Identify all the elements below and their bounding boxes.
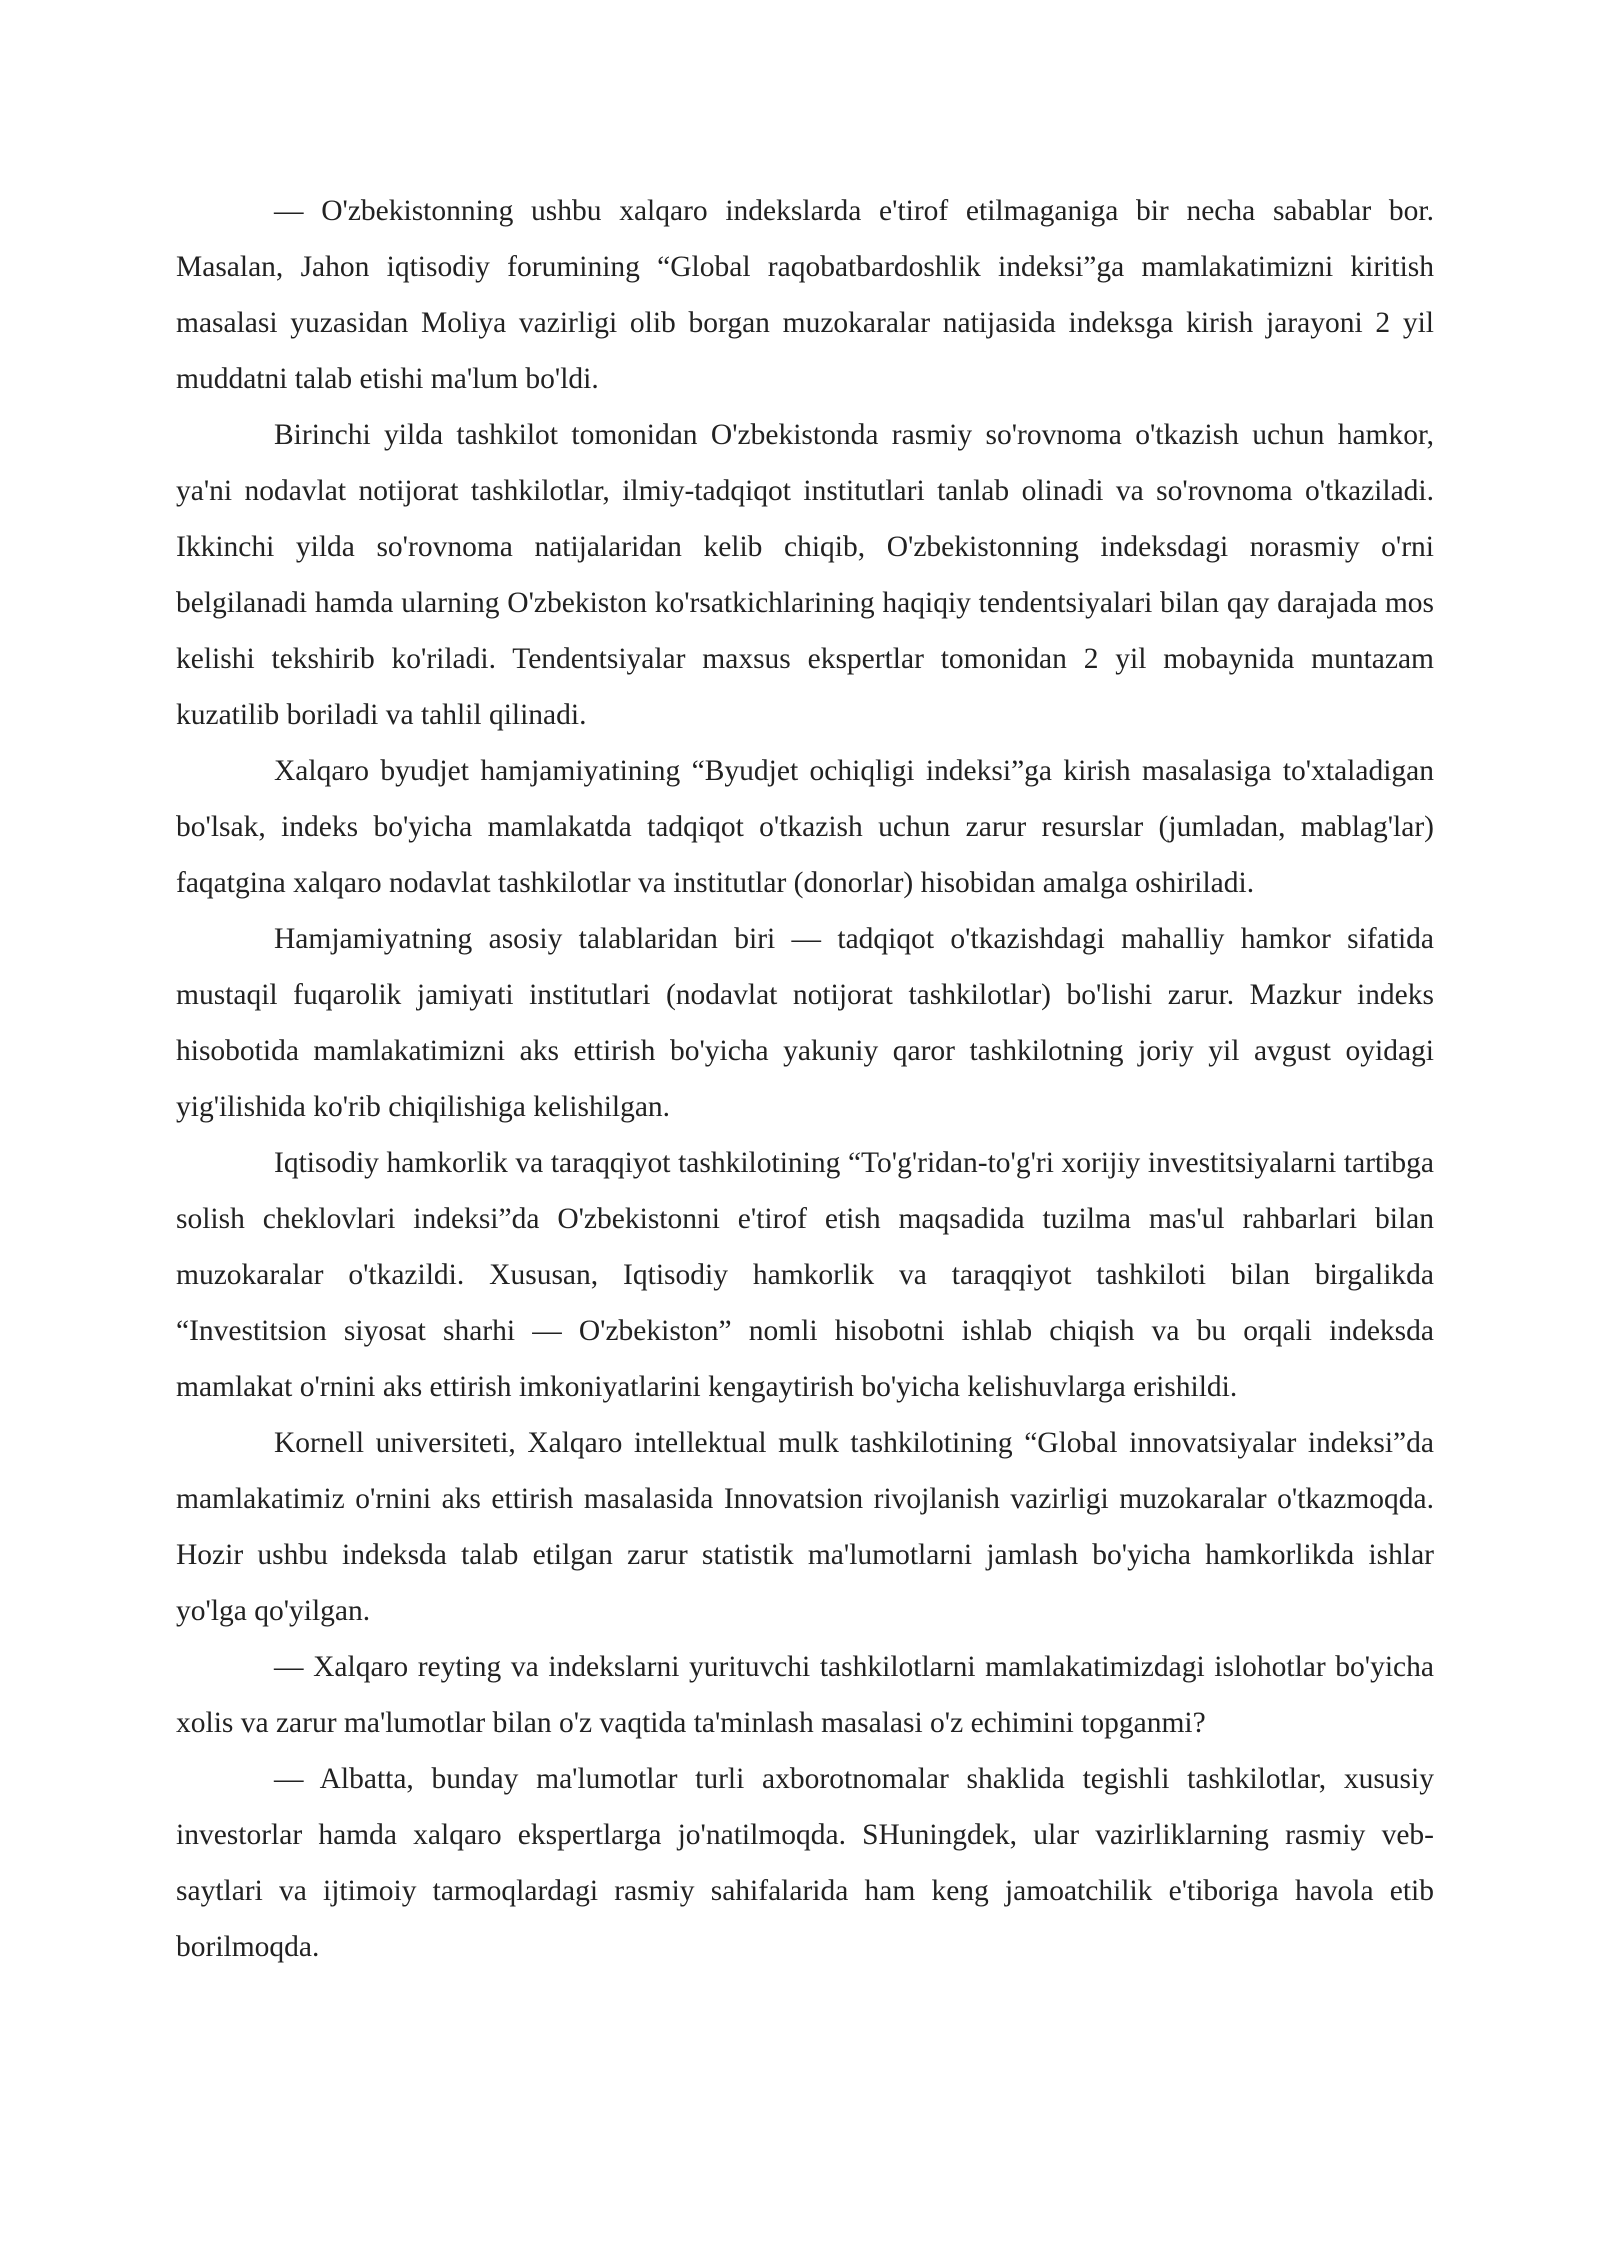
paragraph-global-innovation-index: Kornell universiteti, Xalqaro intellektual mulk tashkilotining “Global innovatsiyalar indeksi”da mamlakatimiz o'rnini aks ettirish masalasida Innovatsion rivojlanish vazirligi muzokaralar o'tkazmoqda. Hozir ushbu indeksda talab etilgan zarur statistik ma'lumotlarni jamlash bo'yicha hamkorlikda ishlar yo'lga qo'yilgan. — [176, 1427, 1434, 1627]
paragraph-community-requirements: Hamjamiyatning asosiy talablaridan biri — tadqiqot o'tkazishdagi mahalliy hamkor sifatida mustaqil fuqarolik jamiyati institutlari (nodavlat notijorat tashkilotlar) bo'lishi zarur. Mazkur indeks hisobotida mamlakatimizni aks ettirish bo'yicha yakuniy qaror tashkilotning joriy yil avgust oyidagi yig'ilishida ko'rib chiqilishiga kelishilgan. — [176, 923, 1434, 1123]
paragraph-fdi-restrictiveness-index: Iqtisodiy hamkorlik va taraqqiyot tashkilotining “To'g'ridan-to'g'ri xorijiy investitsiyalarni tartibga solish cheklovlari indeksi”da O'zbekistonni e'tirof etish maqsadida tuzilma mas'ul rahbarlari bilan muzokaralar o'tkazildi. Xususan, Iqtisodiy hamkorlik va taraqqiyot tashkiloti bilan birgalikda “Investitsion siyosat sharhi — O'zbekiston” nomli hisobotni ishlab chiqish va bu orqali indeksda mamlakat o'rnini aks ettirish imkoniyatlarini kengaytirish bo'yicha kelishuvlarga erishildi. — [176, 1147, 1434, 1403]
paragraph-budget-openness-index: Xalqaro byudjet hamjamiyatining “Byudjet ochiqligi indeksi”ga kirish masalasiga to'xtaladigan bo'lsak, indeks bo'yicha mamlakatda tadqiqot o'tkazish uchun zarur resurslar (jumladan, mablag'lar) faqatgina xalqaro nodavlat tashkilotlar va institutlar (donorlar) hisobidan amalga oshiriladi. — [176, 755, 1434, 899]
document-page — [176, 183, 1434, 1975]
paragraph-interview-answer-intro: — O'zbekistonning ushbu xalqaro indekslarda e'tirof etilmaganiga bir necha sabablar bor. Masalan, Jahon iqtisodiy forumining “Global raqobatbardoshlik indeksi”ga mamlakatimizni kiritish masalasi yuzasidan Moliya vazirligi olib borgan muzokaralar natijasida indeksga kirish jarayoni 2 yil muddatni talab etishi ma'lum bo'ldi. — [176, 195, 1434, 395]
paragraph-interview-answer-final: — Albatta, bunday ma'lumotlar turli axborotnomalar shaklida tegishli tashkilotlar, xususiy investorlar hamda xalqaro ekspertlarga jo'natilmoqda. SHuningdek, ular vazirliklarning rasmiy veb-saytlari va ijtimoiy tarmoqlardagi rasmiy sahifalarida ham keng jamoatchilik e'tiboriga havola etib borilmoqda. — [176, 1763, 1434, 1963]
paragraph-survey-process: Birinchi yilda tashkilot tomonidan O'zbekistonda rasmiy so'rovnoma o'tkazish uchun hamkor, ya'ni nodavlat notijorat tashkilotlar, ilmiy-tadqiqot institutlari tanlab olinadi va so'rovnoma o'tkaziladi. Ikkinchi yilda so'rovnoma natijalaridan kelib chiqib, O'zbekistonning indeksdagi norasmiy o'rni belgilanadi hamda ularning O'zbekiston ko'rsatkichlarining haqiqiy tendentsiyalari bilan qay darajada mos kelishi tekshirib ko'riladi. Tendentsiyalar maxsus ekspertlar tomonidan 2 yil mobaynida muntazam kuzatilib boriladi va tahlil qilinadi. — [176, 419, 1434, 731]
paragraph-interview-question: — Xalqaro reyting va indekslarni yurituvchi tashkilotlarni mamlakatimizdagi islohotlar bo'yicha xolis va zarur ma'lumotlar bilan o'z vaqtida ta'minlash masalasi o'z echimini topganmi? — [176, 1651, 1434, 1739]
